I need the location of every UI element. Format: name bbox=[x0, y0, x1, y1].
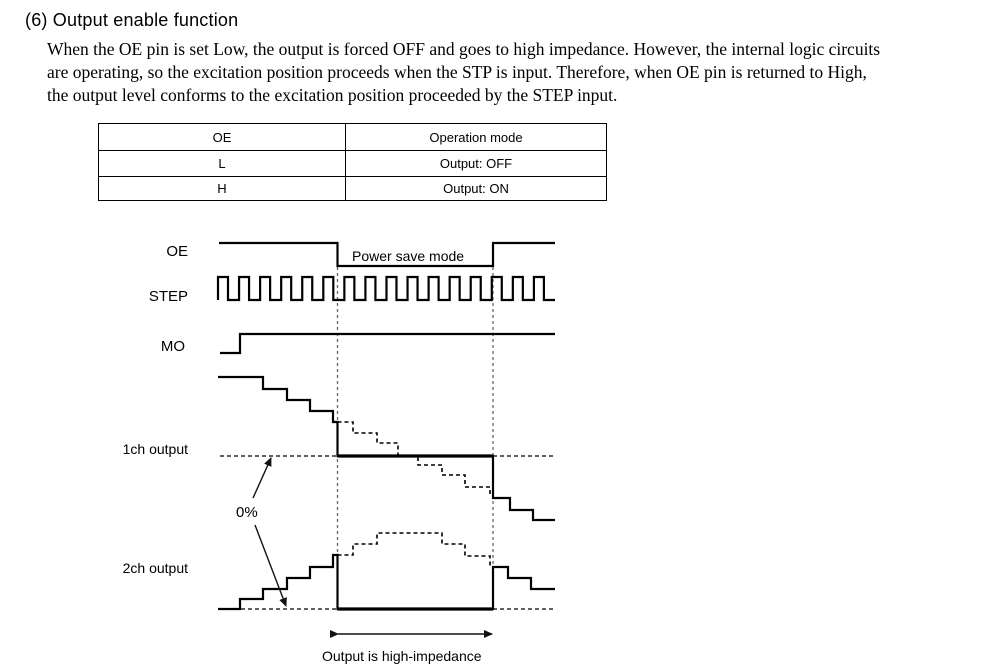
high-impedance-caption: Output is high-impedance bbox=[322, 648, 482, 664]
oe-mode-table bbox=[98, 123, 607, 201]
signal-label-2ch-output: 2ch output bbox=[122, 560, 188, 576]
step-clock-signal bbox=[218, 277, 555, 300]
signal-label-mo: MO bbox=[160, 338, 185, 355]
table-cell-mode: Output: ON bbox=[346, 177, 607, 201]
ch2-solid bbox=[218, 555, 555, 609]
table-header-row bbox=[99, 124, 607, 151]
ch1-dotted-upper bbox=[338, 422, 399, 456]
mo-signal bbox=[220, 334, 555, 353]
zero-to-1ch-arrow bbox=[253, 458, 271, 498]
table-header-oe: OE bbox=[99, 124, 346, 151]
body-paragraph bbox=[47, 38, 1005, 107]
signal-label-step: STEP bbox=[148, 288, 188, 305]
ch1-dotted-lower bbox=[418, 457, 490, 497]
zero-percent-label: 0% bbox=[236, 504, 258, 521]
power-save-mode-label: Power save mode bbox=[352, 248, 465, 264]
table-cell-oe-level: H bbox=[99, 177, 346, 201]
paragraph-line: the output level conforms to the excitation position proceeded by the STEP input. bbox=[47, 85, 618, 105]
paragraph-line: are operating, so the excitation position proceeds when the STP is input. Therefore, when OE pin is returned to High, bbox=[47, 62, 867, 82]
table-header-operation-mode: Operation mode bbox=[346, 124, 607, 151]
table-row bbox=[99, 151, 607, 177]
signal-label-1ch-output: 1ch output bbox=[122, 441, 188, 457]
signal-label-oe: OE bbox=[166, 243, 188, 260]
zero-to-2ch-arrow bbox=[255, 525, 286, 606]
ch2-dotted bbox=[338, 533, 491, 566]
table-cell-oe-level: L bbox=[99, 151, 346, 177]
page-title: (6) Output enable function bbox=[25, 10, 239, 30]
table-row bbox=[99, 177, 607, 201]
table-cell-mode: Output: OFF bbox=[346, 151, 607, 177]
paragraph-line: When the OE pin is set Low, the output is forced OFF and goes to high impedance. However, the internal logic circuits bbox=[47, 39, 881, 59]
ch1-solid bbox=[218, 377, 555, 520]
